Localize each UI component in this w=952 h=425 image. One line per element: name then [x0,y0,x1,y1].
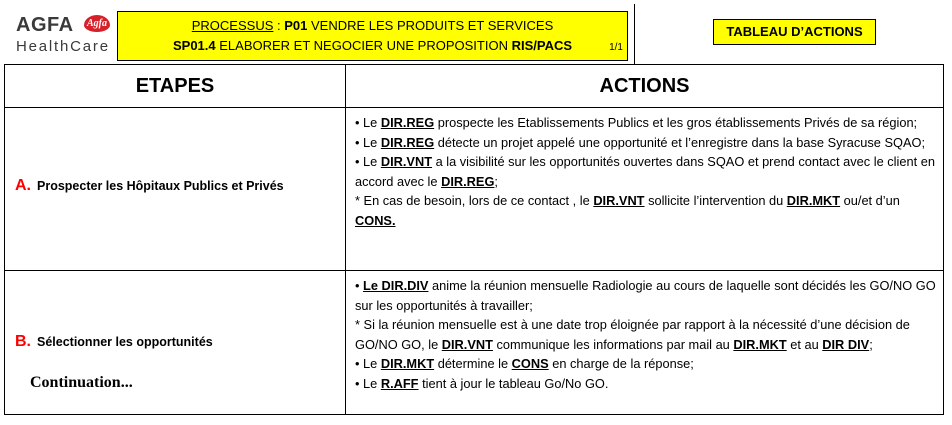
step-b [15,333,213,351]
action-text: sollicite l’intervention du [644,193,787,208]
role-ref: DIR.VNT [593,193,645,208]
subprocess-line [118,38,627,53]
logo-subtitle: HealthCare [16,38,110,55]
actions-table [4,64,944,415]
action-note [355,191,940,230]
action-text: ; [494,173,498,189]
page-number: 1/1 [609,42,623,53]
header-row-divider [5,107,943,108]
role-ref: DIR.VNT [441,336,493,352]
process-code: P01 [284,18,308,33]
action-text: communique les informations par mail au [492,336,734,352]
action-item [355,374,940,394]
agfa-healthcare-logo [4,6,111,62]
role-ref: Le DIR.DIV [363,278,429,293]
action-text: • [355,278,364,293]
role-ref: R.AFF [380,375,419,391]
column-header-etapes: ETAPES [135,75,215,97]
row-divider [5,270,943,271]
action-text: prospecte les Etablissements Publics et les gros établissements Privés de sa région; [434,115,918,130]
continuation-note: Continuation... [30,374,133,391]
action-text: ou/et d’un [840,193,900,208]
column-divider [345,65,346,414]
column-header-actions: ACTIONS [599,75,690,97]
logo-badge-icon: Agfa [84,15,110,32]
action-text: détermine le [434,356,512,371]
action-text: et au [786,336,823,352]
action-text: • Le [355,115,381,130]
step-a [15,177,284,195]
subprocess-code: SP01.4 [172,38,216,53]
action-text: • Le [355,375,381,391]
role-ref: DIR.REG [380,134,435,150]
process-sep: : [273,18,285,33]
row-a-actions [355,113,940,230]
action-text: anime la réunion mensuelle Radiologie au cours de laquelle sont décidés les GO/NO GO sur les opportunités à travailler; [355,278,936,313]
process-line [118,18,627,33]
action-text: ; [869,336,873,352]
header-divider [634,4,635,65]
role-ref: DIR DIV [822,336,870,352]
action-item [355,354,940,374]
logo-brand: AGFA [16,14,74,36]
process-title-box [117,11,628,61]
subprocess-bold: RIS/PACS [511,38,573,53]
action-text: • Le [355,154,381,169]
row-b-actions [355,276,940,393]
action-note [355,315,940,354]
role-ref: DIR.MKT [380,356,435,371]
action-text: • Le [355,356,381,371]
action-text: * Si la réunion mensuelle est à une date trop éloignée par rapport à la nécessité d’une décision de GO/NO GO, le [355,317,910,352]
step-a-label: Prospecter les Hôpitaux Publics et Privés [37,179,284,193]
action-item [355,113,940,133]
action-item [355,133,940,153]
role-ref: DIR.VNT [380,154,433,169]
step-b-label: Sélectionner les opportunités [37,335,213,349]
step-a-letter: A. [15,177,31,194]
actions-table-badge: TABLEAU D’ACTIONS [713,19,876,45]
action-text: a la visibilité sur les opportunités ouvertes dans SQAO et prend contact avec le client en accord avec le [355,154,935,189]
role-ref: DIR.REG [380,115,435,130]
role-ref: CONS. [355,212,396,228]
step-b-letter: B. [15,333,31,350]
role-ref: DIR.REG [441,173,495,189]
action-text: * En cas de besoin, lors de ce contact , le [355,193,594,208]
process-title: VENDRE LES PRODUITS ET SERVICES [307,18,554,33]
action-text: tient à jour le tableau Go/No GO. [418,375,609,391]
role-ref: DIR.MKT [786,193,841,208]
process-label: PROCESSUS [191,18,274,33]
action-text: • Le [355,134,381,150]
role-ref: CONS [511,356,549,371]
action-text: en charge de la réponse; [548,356,694,371]
action-item [355,152,940,191]
action-item [355,276,940,315]
role-ref: DIR.MKT [733,336,787,352]
action-text: détecte un projet appelé une opportunité et l’enregistre dans la base Syracuse SQAO; [434,134,926,150]
subprocess-title: ELABORER ET NEGOCIER UNE PROPOSITION [215,38,512,53]
